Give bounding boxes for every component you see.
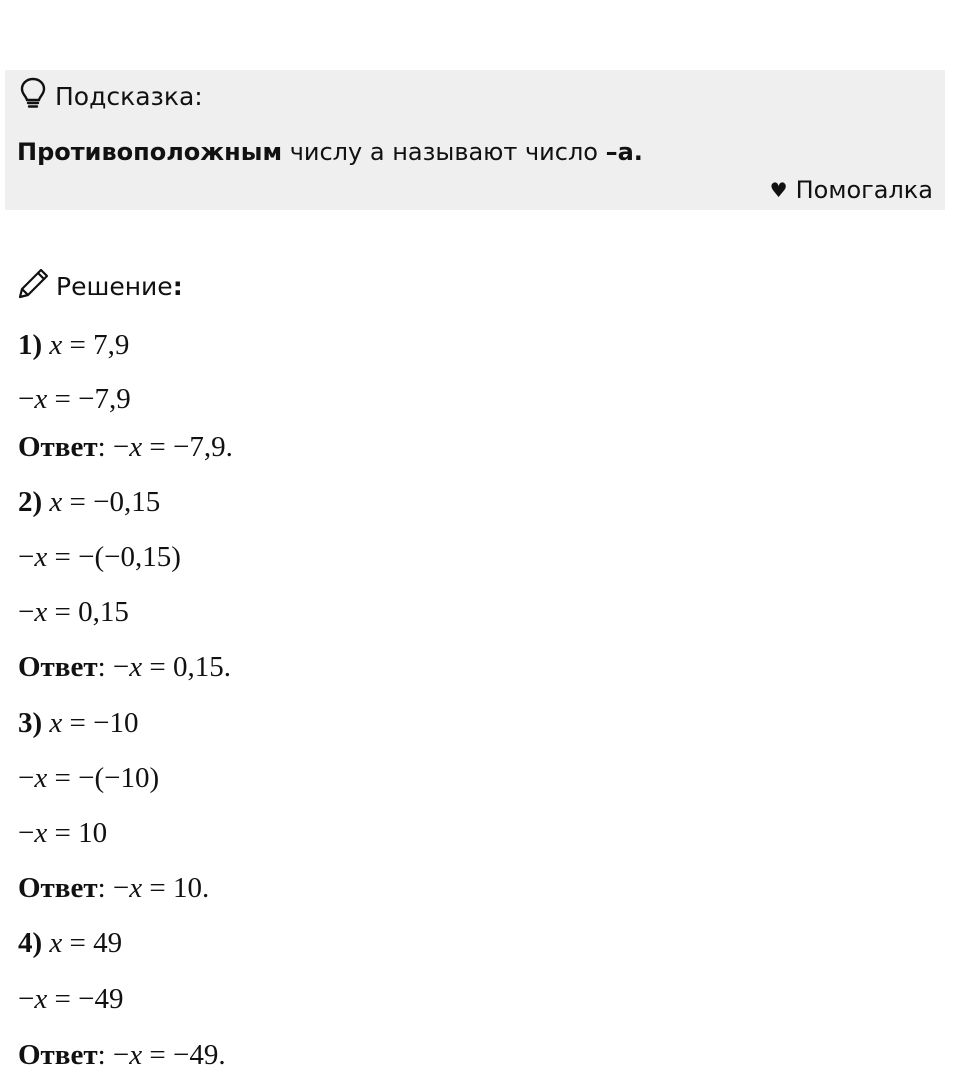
expression: = −49.: [142, 1039, 226, 1071]
solution-line-answer: Ответ: −x = 10.: [18, 872, 210, 904]
pencil-icon: [16, 266, 56, 306]
expression: = −7,9: [47, 383, 131, 415]
variable-x: x: [49, 486, 63, 518]
expression: = −(−0,15): [47, 541, 181, 573]
hint-header: [19, 80, 203, 112]
variable-x: x: [129, 431, 143, 463]
lightbulb-icon: [19, 77, 55, 115]
expression: = 7,9: [62, 329, 130, 361]
expression: = 49: [62, 927, 123, 959]
solution-line-given: [18, 328, 129, 362]
expression: = 10: [47, 817, 108, 849]
expression: = 10.: [142, 872, 210, 904]
item-number: 3): [18, 707, 43, 739]
variable-x: x: [34, 541, 48, 573]
solution-line-step: −x = −7,9: [18, 383, 131, 415]
item-number: 2): [18, 486, 43, 518]
item-number: 4): [18, 927, 43, 959]
variable-x: x: [129, 651, 143, 683]
variable-x: x: [34, 596, 48, 628]
answer-label: Ответ: [18, 431, 98, 463]
hint-text-part: числу: [282, 138, 370, 166]
solution-line-answer: Ответ: −x = −7,9.: [18, 431, 233, 463]
solution-colon: :: [172, 271, 183, 301]
solution-header: [16, 268, 183, 304]
solution-line-given: [18, 706, 139, 740]
expression: = 0,15: [47, 596, 129, 628]
hint-text-part: называют число: [384, 138, 606, 166]
expression: = −10: [62, 707, 139, 739]
solution-line-step: −x = −(−10): [18, 762, 160, 794]
variable-x: x: [34, 762, 48, 794]
solution-title: Решение: [56, 271, 173, 301]
expression: = −0,15: [62, 486, 161, 518]
answer-label: Ответ: [18, 872, 98, 904]
expression: = −49: [47, 983, 124, 1015]
hint-variable: а: [369, 138, 385, 166]
solution-line-answer: Ответ: −x = 0,15.: [18, 651, 231, 683]
hint-box: [5, 70, 945, 210]
variable-x: x: [49, 707, 63, 739]
hint-text: [17, 138, 643, 166]
variable-x: x: [129, 1039, 143, 1071]
solution-line-step: −x = −(−0,15): [18, 541, 181, 573]
variable-x: x: [49, 329, 63, 361]
answer-label: Ответ: [18, 651, 98, 683]
variable-x: x: [49, 927, 63, 959]
hint-opposite: –а.: [605, 138, 643, 166]
variable-x: x: [34, 983, 48, 1015]
variable-x: x: [34, 383, 48, 415]
hint-term: Противоположным: [17, 138, 283, 166]
variable-x: x: [34, 817, 48, 849]
solution-line-given: [18, 485, 160, 519]
expression: = −7,9.: [142, 431, 233, 463]
solution-line-step: −x = −49: [18, 983, 124, 1015]
hint-title: Подсказка:: [55, 81, 203, 111]
source-label: Помогалка: [795, 176, 933, 204]
solution-line-answer: Ответ: −x = −49.: [18, 1039, 226, 1071]
solution-line-step: −x = 0,15: [18, 596, 129, 628]
solution-line-step: −x = 10: [18, 817, 108, 849]
answer-label: Ответ: [18, 1039, 98, 1071]
variable-x: x: [129, 872, 143, 904]
source-link[interactable]: [770, 176, 933, 204]
expression: = 0,15.: [142, 651, 231, 683]
item-number: 1): [18, 329, 43, 361]
solution-line-given: [18, 926, 122, 960]
heart-icon: ♥: [769, 178, 788, 202]
expression: = −(−10): [47, 762, 160, 794]
